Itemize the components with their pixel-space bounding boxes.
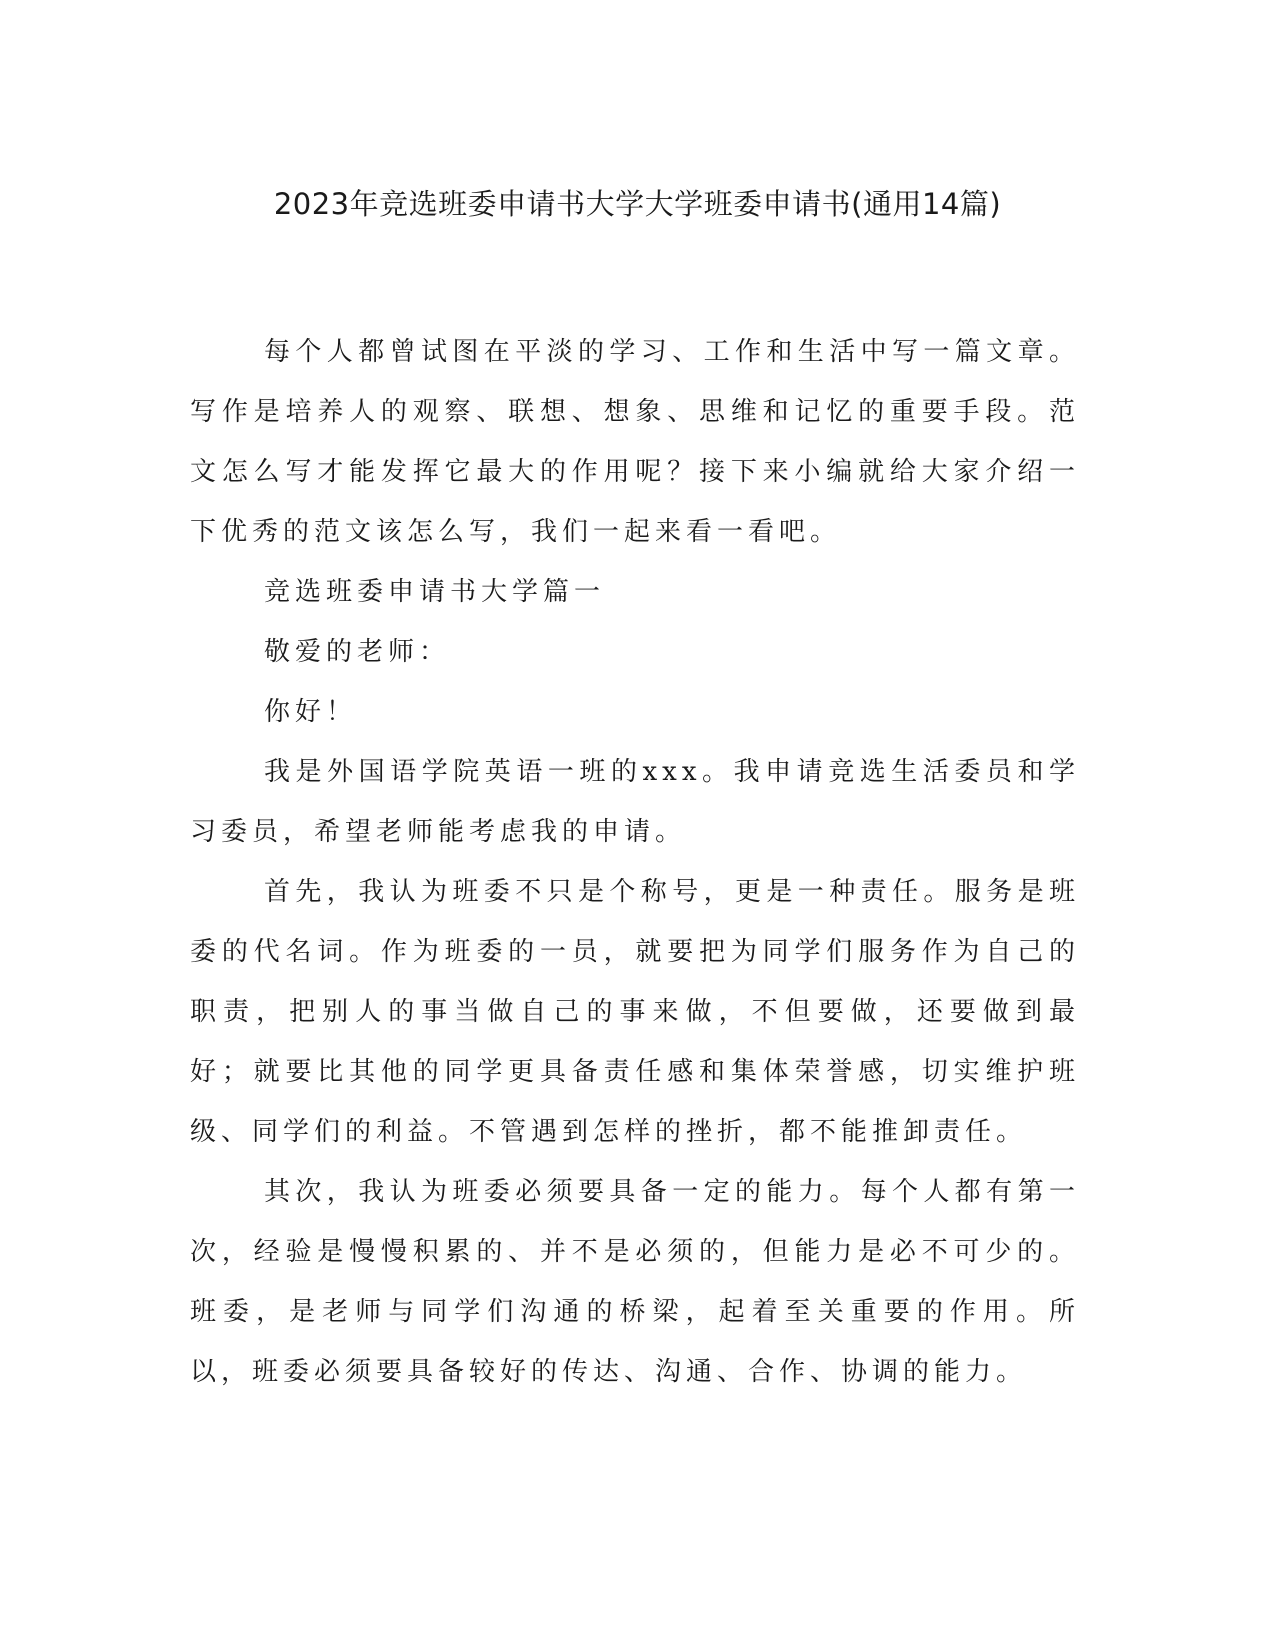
section-heading: 竞选班委申请书大学篇一 xyxy=(264,577,606,607)
paragraph-first-point: 首先，我认为班委不只是个称号，更是一种责任。服务是班委的代名词。作为班委的一员，就要把为同学们服务作为自己的职责，把别人的事当做自己的事来做，不但要做，还要做到最好；就要比其他的同学更具备责任感和集体荣誉感，切实维护班级、同学们的利益。不管遇到怎样的挫折，都不能推卸责任。 xyxy=(190,877,1080,1147)
page-title: 2023年竞选班委申请书大学大学班委申请书(通用14篇) xyxy=(273,187,1002,221)
document-body xyxy=(190,322,1080,1402)
paragraph-second-point: 其次，我认为班委必须要具备一定的能力。每个人都有第一次，经验是慢慢积累的、并不是必须的，但能力是必不可少的。班委，是老师与同学们沟通的桥梁，起着至关重要的作用。所以，班委必须要具备较好的传达、沟通、合作、协调的能力。 xyxy=(190,1177,1080,1387)
paragraph-intro: 每个人都曾试图在平淡的学习、工作和生活中写一篇文章。写作是培养人的观察、联想、想象、思维和记忆的重要手段。范文怎么写才能发挥它最大的作用呢？接下来小编就给大家介绍一下优秀的范文该怎么写，我们一起来看一看吧。 xyxy=(190,337,1080,547)
greeting: 你好！ xyxy=(264,697,358,727)
salutation: 敬爱的老师： xyxy=(264,637,451,667)
paragraph-application: 我是外国语学院英语一班的xxx。我申请竞选生活委员和学习委员，希望老师能考虑我的申请。 xyxy=(190,757,1080,847)
